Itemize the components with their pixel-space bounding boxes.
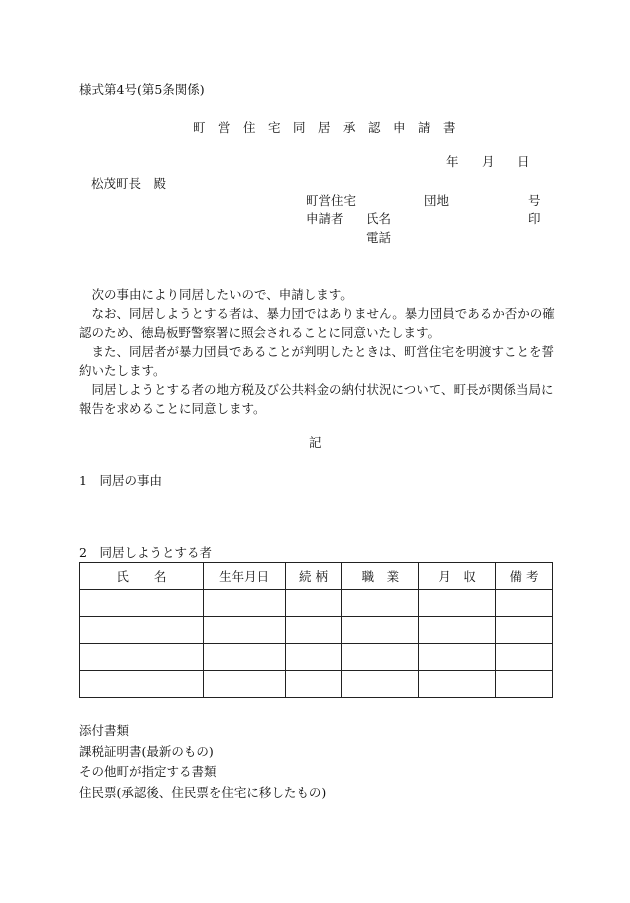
header-relationship: 続 柄 xyxy=(285,563,342,590)
table-cell[interactable] xyxy=(496,590,553,617)
attachment-item: 住民票(承認後、住民票を住宅に移したもの) xyxy=(79,784,327,800)
table-cell[interactable] xyxy=(285,617,342,644)
table-cell[interactable] xyxy=(285,590,342,617)
seal-label: 印 xyxy=(528,211,541,226)
header-remarks: 備 考 xyxy=(496,563,553,590)
table-row xyxy=(80,644,553,671)
table-cell[interactable] xyxy=(419,617,496,644)
table-cell[interactable] xyxy=(419,644,496,671)
phone-label: 電話 xyxy=(366,230,392,245)
danchi-label: 団地 xyxy=(424,193,450,208)
table-header-row xyxy=(80,563,553,590)
header-occupation: 職 業 xyxy=(342,563,419,590)
body-paragraph-3: また、同居者が暴力団員であることが判明したときは、町営住宅を明渡すことを誓約いたします。 xyxy=(79,344,555,378)
date-month-label: 月 xyxy=(482,154,495,169)
table-row xyxy=(80,671,553,698)
table-cell[interactable] xyxy=(80,590,204,617)
table-cell[interactable] xyxy=(203,617,285,644)
form-number: 様式第4号(第5条関係) xyxy=(79,82,205,97)
table-row xyxy=(80,590,553,617)
table-cell[interactable] xyxy=(285,671,342,698)
cohabitant-table xyxy=(79,562,553,698)
housing-label: 町営住宅 xyxy=(306,193,357,208)
table-cell[interactable] xyxy=(342,644,419,671)
table-cell[interactable] xyxy=(80,617,204,644)
table-cell[interactable] xyxy=(419,590,496,617)
applicant-label: 申請者 xyxy=(306,211,344,226)
attachment-item: 課税証明書(最新のもの) xyxy=(79,743,214,759)
table-cell[interactable] xyxy=(80,644,204,671)
page-title: 町 営 住 宅 同 居 承 認 申 請 書 xyxy=(193,120,456,135)
table-cell[interactable] xyxy=(203,671,285,698)
table-cell[interactable] xyxy=(496,617,553,644)
attachments xyxy=(79,721,326,803)
number-label: 号 xyxy=(528,193,541,208)
header-monthly-income: 月 収 xyxy=(419,563,496,590)
attachment-item: その他町が指定する書類 xyxy=(79,764,217,779)
table-cell[interactable] xyxy=(496,644,553,671)
table-cell[interactable] xyxy=(419,671,496,698)
body-paragraph-2: なお、同居しようとする者は、暴力団ではありません。暴力団員であるか否かの確認のため、徳島板野警察署に照会されることに同意いたします。 xyxy=(79,306,555,340)
header-birthdate: 生年月日 xyxy=(203,563,285,590)
date-year-label: 年 xyxy=(446,154,459,169)
table-cell[interactable] xyxy=(342,590,419,617)
ki-heading: 記 xyxy=(309,435,322,450)
table-cell[interactable] xyxy=(496,671,553,698)
table-cell[interactable] xyxy=(285,644,342,671)
attachments-heading: 添付書類 xyxy=(79,723,130,738)
date-day-label: 日 xyxy=(517,154,530,169)
body-paragraph-4: 同居しようとする者の地方税及び公共料金の納付状況について、町長が関係当局に報告を求めることに同意します。 xyxy=(79,382,554,416)
table-cell[interactable] xyxy=(342,617,419,644)
body-text xyxy=(79,285,555,418)
section-2-heading: 2 同居しようとする者 xyxy=(79,545,212,560)
table-cell[interactable] xyxy=(203,590,285,617)
table-cell[interactable] xyxy=(80,671,204,698)
header-name: 氏 名 xyxy=(80,563,204,590)
table-cell[interactable] xyxy=(203,644,285,671)
body-paragraph-1: 次の事由により同居したいので、申請します。 xyxy=(91,287,353,302)
table-row xyxy=(80,617,553,644)
table-cell[interactable] xyxy=(342,671,419,698)
addressee: 松茂町長 殿 xyxy=(91,176,167,191)
section-1-heading: 1 同居の事由 xyxy=(79,473,162,488)
name-label: 氏名 xyxy=(366,211,392,226)
